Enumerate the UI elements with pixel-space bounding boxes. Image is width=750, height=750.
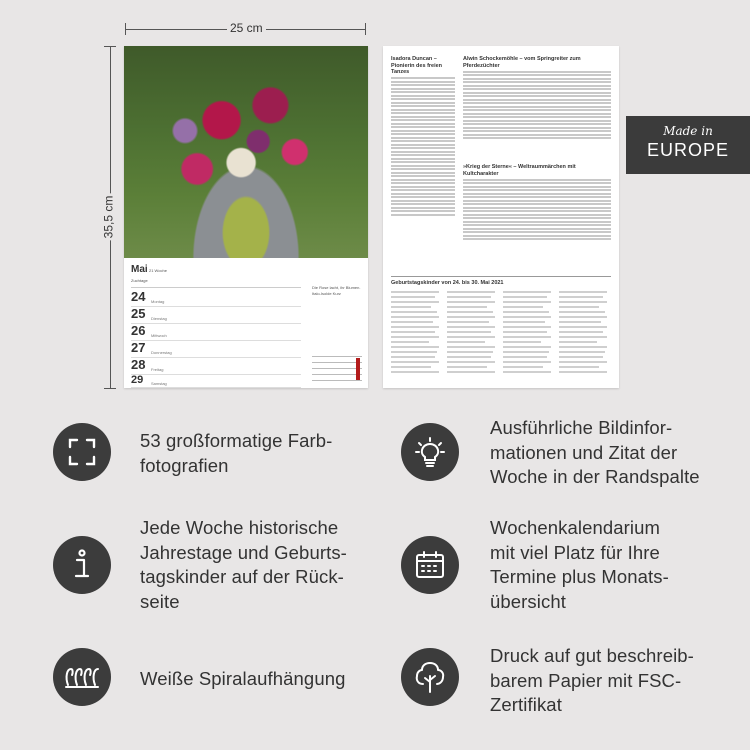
made-in-europe-badge bbox=[626, 116, 750, 174]
calendar-icon bbox=[401, 536, 459, 594]
day-number: 27 bbox=[131, 340, 146, 355]
birthdays-columns bbox=[391, 291, 611, 381]
day-number: 25 bbox=[131, 306, 146, 321]
article-title-star-wars: »Krieg der Sterne« – Weltraummärchen mit Kultcharakter bbox=[463, 164, 576, 177]
day-row-27[interactable] bbox=[131, 340, 301, 358]
back-column-1 bbox=[391, 56, 455, 256]
day-name: Mittwoch bbox=[151, 333, 167, 338]
day-number: 28 bbox=[131, 357, 146, 372]
height-dimension-label: 35,5 cm bbox=[101, 195, 116, 239]
week-label: 21 Woche bbox=[149, 268, 167, 273]
feature-paper-text: Druck auf gut beschreib- barem Papier mit FSC- Zertifikat bbox=[490, 645, 694, 715]
day-name: Montag bbox=[151, 299, 165, 304]
spiral-icon bbox=[53, 648, 111, 706]
feature-history-text: Jede Woche historische Jahrestage und Geburts- tagskinder auf der Rück- seite bbox=[140, 517, 347, 612]
mini-month-overview bbox=[312, 356, 362, 384]
day-row-28[interactable] bbox=[131, 357, 301, 375]
month-label: Mai bbox=[131, 264, 148, 275]
feature-spiral-text: Weiße Spiralaufhängung bbox=[140, 668, 346, 689]
birthdays-divider bbox=[391, 276, 611, 277]
day-row-29[interactable] bbox=[131, 374, 301, 388]
article-title-schockemoehle: Alwin Schockemöhle – vom Springreiter zum Pferdezüchter bbox=[463, 56, 581, 69]
back-column-2b bbox=[463, 164, 611, 264]
feature-calendar-text: Wochenkalendarium mit viel Platz für Ihre Termine plus Monats- übersicht bbox=[490, 517, 669, 612]
feature-photos-text: 53 großformatige Farb- fotografien bbox=[140, 430, 333, 476]
day-name: Dienstag bbox=[151, 316, 167, 321]
peony-bouquet-photo bbox=[124, 46, 368, 258]
day-row-25[interactable] bbox=[131, 306, 301, 324]
day-name: Freitag bbox=[151, 367, 164, 372]
day-number: 24 bbox=[131, 289, 146, 304]
tree-icon bbox=[401, 648, 459, 706]
lightbulb-icon bbox=[401, 423, 459, 481]
mini-month-grid bbox=[312, 356, 362, 384]
day-name: Samstag bbox=[151, 381, 167, 386]
calendar-back-page bbox=[383, 46, 619, 388]
day-row-26[interactable] bbox=[131, 323, 301, 341]
frame-corners-icon bbox=[53, 423, 111, 481]
calendar-front-page bbox=[124, 46, 368, 388]
height-dimension-cap-bottom bbox=[104, 388, 116, 389]
badge-line2: EUROPE bbox=[646, 140, 730, 160]
article-title-duncan: Isadora Duncan – Pionierin des freien Tanzes bbox=[391, 56, 443, 75]
birthdays-title: Geburtstagskinder von 24. bis 30. Mai 2021 bbox=[391, 280, 504, 286]
side-quote: Die Rose lacht, ihr Blumen. Italo-Isolde Kurz bbox=[312, 285, 361, 296]
day-number: 29 bbox=[131, 374, 144, 386]
birthday-text-lines bbox=[391, 291, 611, 381]
width-dimension-label: 25 cm bbox=[227, 21, 266, 35]
sub-label: Zuchtage bbox=[131, 278, 148, 283]
day-name: Donnerstag bbox=[151, 350, 172, 355]
day-number: 26 bbox=[131, 323, 146, 338]
badge-line1: Made in bbox=[663, 124, 713, 138]
back-column-2 bbox=[463, 56, 611, 156]
feature-info-text: Ausführliche Bildinfor- mationen und Zitat der Woche in der Randspalte bbox=[490, 417, 700, 487]
info-icon bbox=[53, 536, 111, 594]
day-row-24[interactable] bbox=[131, 289, 301, 307]
header-divider bbox=[131, 287, 301, 288]
width-dimension-cap-right bbox=[365, 23, 366, 35]
